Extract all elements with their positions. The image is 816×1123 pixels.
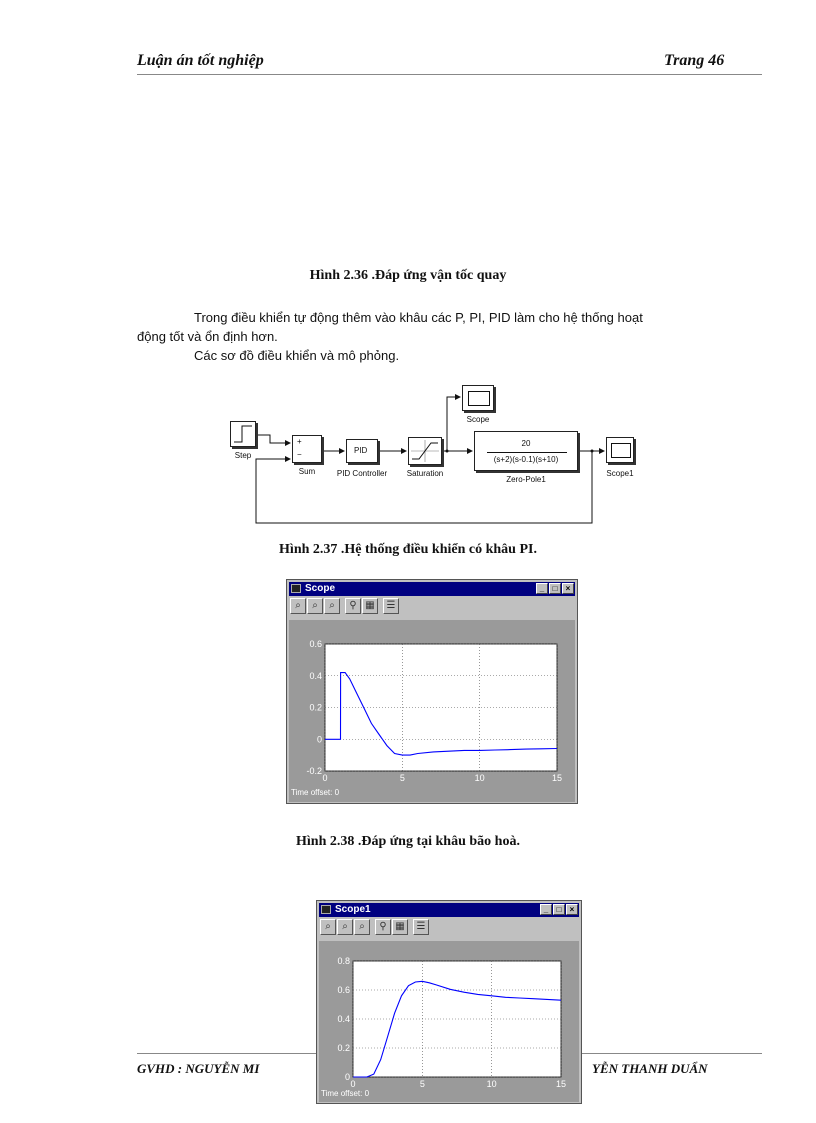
x-tick-label: 10 — [474, 773, 485, 783]
y-tick-label: -0.2 — [306, 766, 322, 776]
y-tick-label: 0.6 — [309, 639, 322, 649]
zoom-icon[interactable]: ⌕ — [320, 919, 336, 935]
scope1-block[interactable] — [606, 437, 634, 463]
saturation-block[interactable] — [408, 437, 442, 465]
header-rule — [137, 74, 762, 75]
zero-pole-block[interactable] — [474, 431, 578, 471]
sum-plus: + — [297, 437, 302, 446]
scope-window-titlebar[interactable] — [289, 582, 575, 596]
minimize-button[interactable]: _ — [536, 583, 548, 594]
properties-icon[interactable]: ☰ — [413, 919, 429, 935]
caption-fig-2-38: Hình 2.38 .Đáp ứng tại khâu bão hoà. — [296, 834, 520, 849]
sum-block[interactable] — [292, 435, 322, 463]
caption-fig-2-36: Hình 2.36 .Đáp ứng vận tốc quay — [309, 268, 507, 283]
scope-time-offset: Time offset: 0 — [291, 788, 340, 797]
autoscale-icon[interactable]: ⚲ — [375, 919, 391, 935]
minimize-button[interactable]: _ — [540, 904, 552, 915]
scope1-label: Scope1 — [606, 469, 634, 478]
scope1-window-title: Scope1 — [335, 904, 371, 915]
step-icon — [231, 422, 255, 446]
autoscale-icon[interactable]: ⚲ — [345, 598, 361, 614]
pid-label: PID Controller — [336, 469, 388, 478]
zero-pole-numerator: 20 — [521, 439, 531, 448]
properties-icon[interactable]: ☰ — [383, 598, 399, 614]
paragraph-2: Các sơ đồ điều khiển và mô phỏng. — [194, 348, 400, 363]
close-button[interactable]: × — [566, 904, 578, 915]
scope-chart — [289, 620, 575, 802]
step-label: Step — [234, 451, 252, 460]
x-tick-label: 0 — [322, 773, 328, 783]
close-button[interactable]: × — [562, 583, 574, 594]
saturation-icon — [409, 438, 441, 464]
y-tick-label: 0.2 — [337, 1043, 350, 1053]
scope-window-title: Scope — [305, 583, 336, 594]
x-tick-label: 15 — [551, 773, 563, 783]
scope1-chart — [319, 941, 579, 1102]
scope-window[interactable] — [286, 579, 578, 804]
header-right: Trang 46 — [664, 52, 725, 69]
sum-minus: − — [297, 450, 302, 459]
zoom-y-icon[interactable]: ⌕ — [354, 919, 370, 935]
window-app-icon — [321, 905, 331, 914]
zero-pole-denominator: (s+2)(s-0.1)(s+10) — [493, 455, 559, 464]
simulink-diagram — [222, 385, 634, 530]
x-tick-label: 15 — [555, 1079, 567, 1089]
y-tick-label: 0 — [344, 1072, 350, 1082]
x-tick-label: 5 — [419, 1079, 425, 1089]
x-tick-label: 5 — [399, 773, 405, 783]
scope1-plot-area — [319, 941, 579, 1102]
footer-left: GVHD : NGUYỄN MI — [137, 1061, 260, 1076]
scope1-window-titlebar[interactable] — [319, 903, 579, 917]
scope1-time-offset: Time offset: 0 — [321, 1089, 370, 1098]
sum-label: Sum — [298, 467, 316, 476]
scope-screen — [468, 391, 490, 406]
y-tick-label: 0.4 — [337, 1014, 350, 1024]
paragraph-1-line-1: Trong điều khiển tự động thêm vào khâu các P, PI, PID làm cho hệ thống hoạt — [194, 310, 643, 325]
zoom-x-icon[interactable]: ⌕ — [337, 919, 353, 935]
scope-toolbar — [290, 598, 399, 616]
y-tick-label: 0.4 — [309, 670, 322, 681]
scope-plot-area — [289, 620, 575, 802]
zoom-y-icon[interactable]: ⌕ — [324, 598, 340, 614]
zero-pole-fraction-line — [487, 452, 567, 453]
caption-fig-2-37: Hình 2.37 .Hệ thống điều khiển có khâu PI. — [279, 542, 537, 557]
y-tick-label: 0 — [316, 734, 322, 745]
x-tick-label: 10 — [486, 1079, 497, 1089]
scope-label: Scope — [466, 415, 490, 424]
footer-right: YỄN THANH DUẨN — [592, 1061, 708, 1076]
scope1-screen — [611, 443, 631, 458]
window-app-icon — [291, 584, 301, 593]
scope-block[interactable] — [462, 385, 494, 411]
y-tick-label: 0.8 — [337, 956, 350, 966]
x-tick-label: 0 — [350, 1079, 356, 1089]
zero-pole-label: Zero-Pole1 — [506, 475, 546, 484]
plot-background — [353, 961, 561, 1077]
maximize-button[interactable]: □ — [553, 904, 565, 915]
save-axes-icon[interactable]: ▦ — [362, 598, 378, 614]
scope1-toolbar — [320, 919, 429, 937]
scope1-window[interactable] — [316, 900, 582, 1104]
zoom-x-icon[interactable]: ⌕ — [307, 598, 323, 614]
zoom-icon[interactable]: ⌕ — [290, 598, 306, 614]
y-tick-label: 0.2 — [309, 702, 322, 713]
maximize-button[interactable]: □ — [549, 583, 561, 594]
paragraph-1-line-2: động tốt và ổn định hơn. — [137, 329, 278, 344]
pid-block[interactable] — [346, 439, 378, 463]
saturation-label: Saturation — [406, 469, 444, 478]
header-left: Luận án tốt nghiệp — [137, 52, 264, 69]
save-axes-icon[interactable]: ▦ — [392, 919, 408, 935]
y-tick-label: 0.6 — [337, 985, 350, 995]
pid-text: PID — [354, 446, 368, 455]
step-block[interactable] — [230, 421, 256, 447]
